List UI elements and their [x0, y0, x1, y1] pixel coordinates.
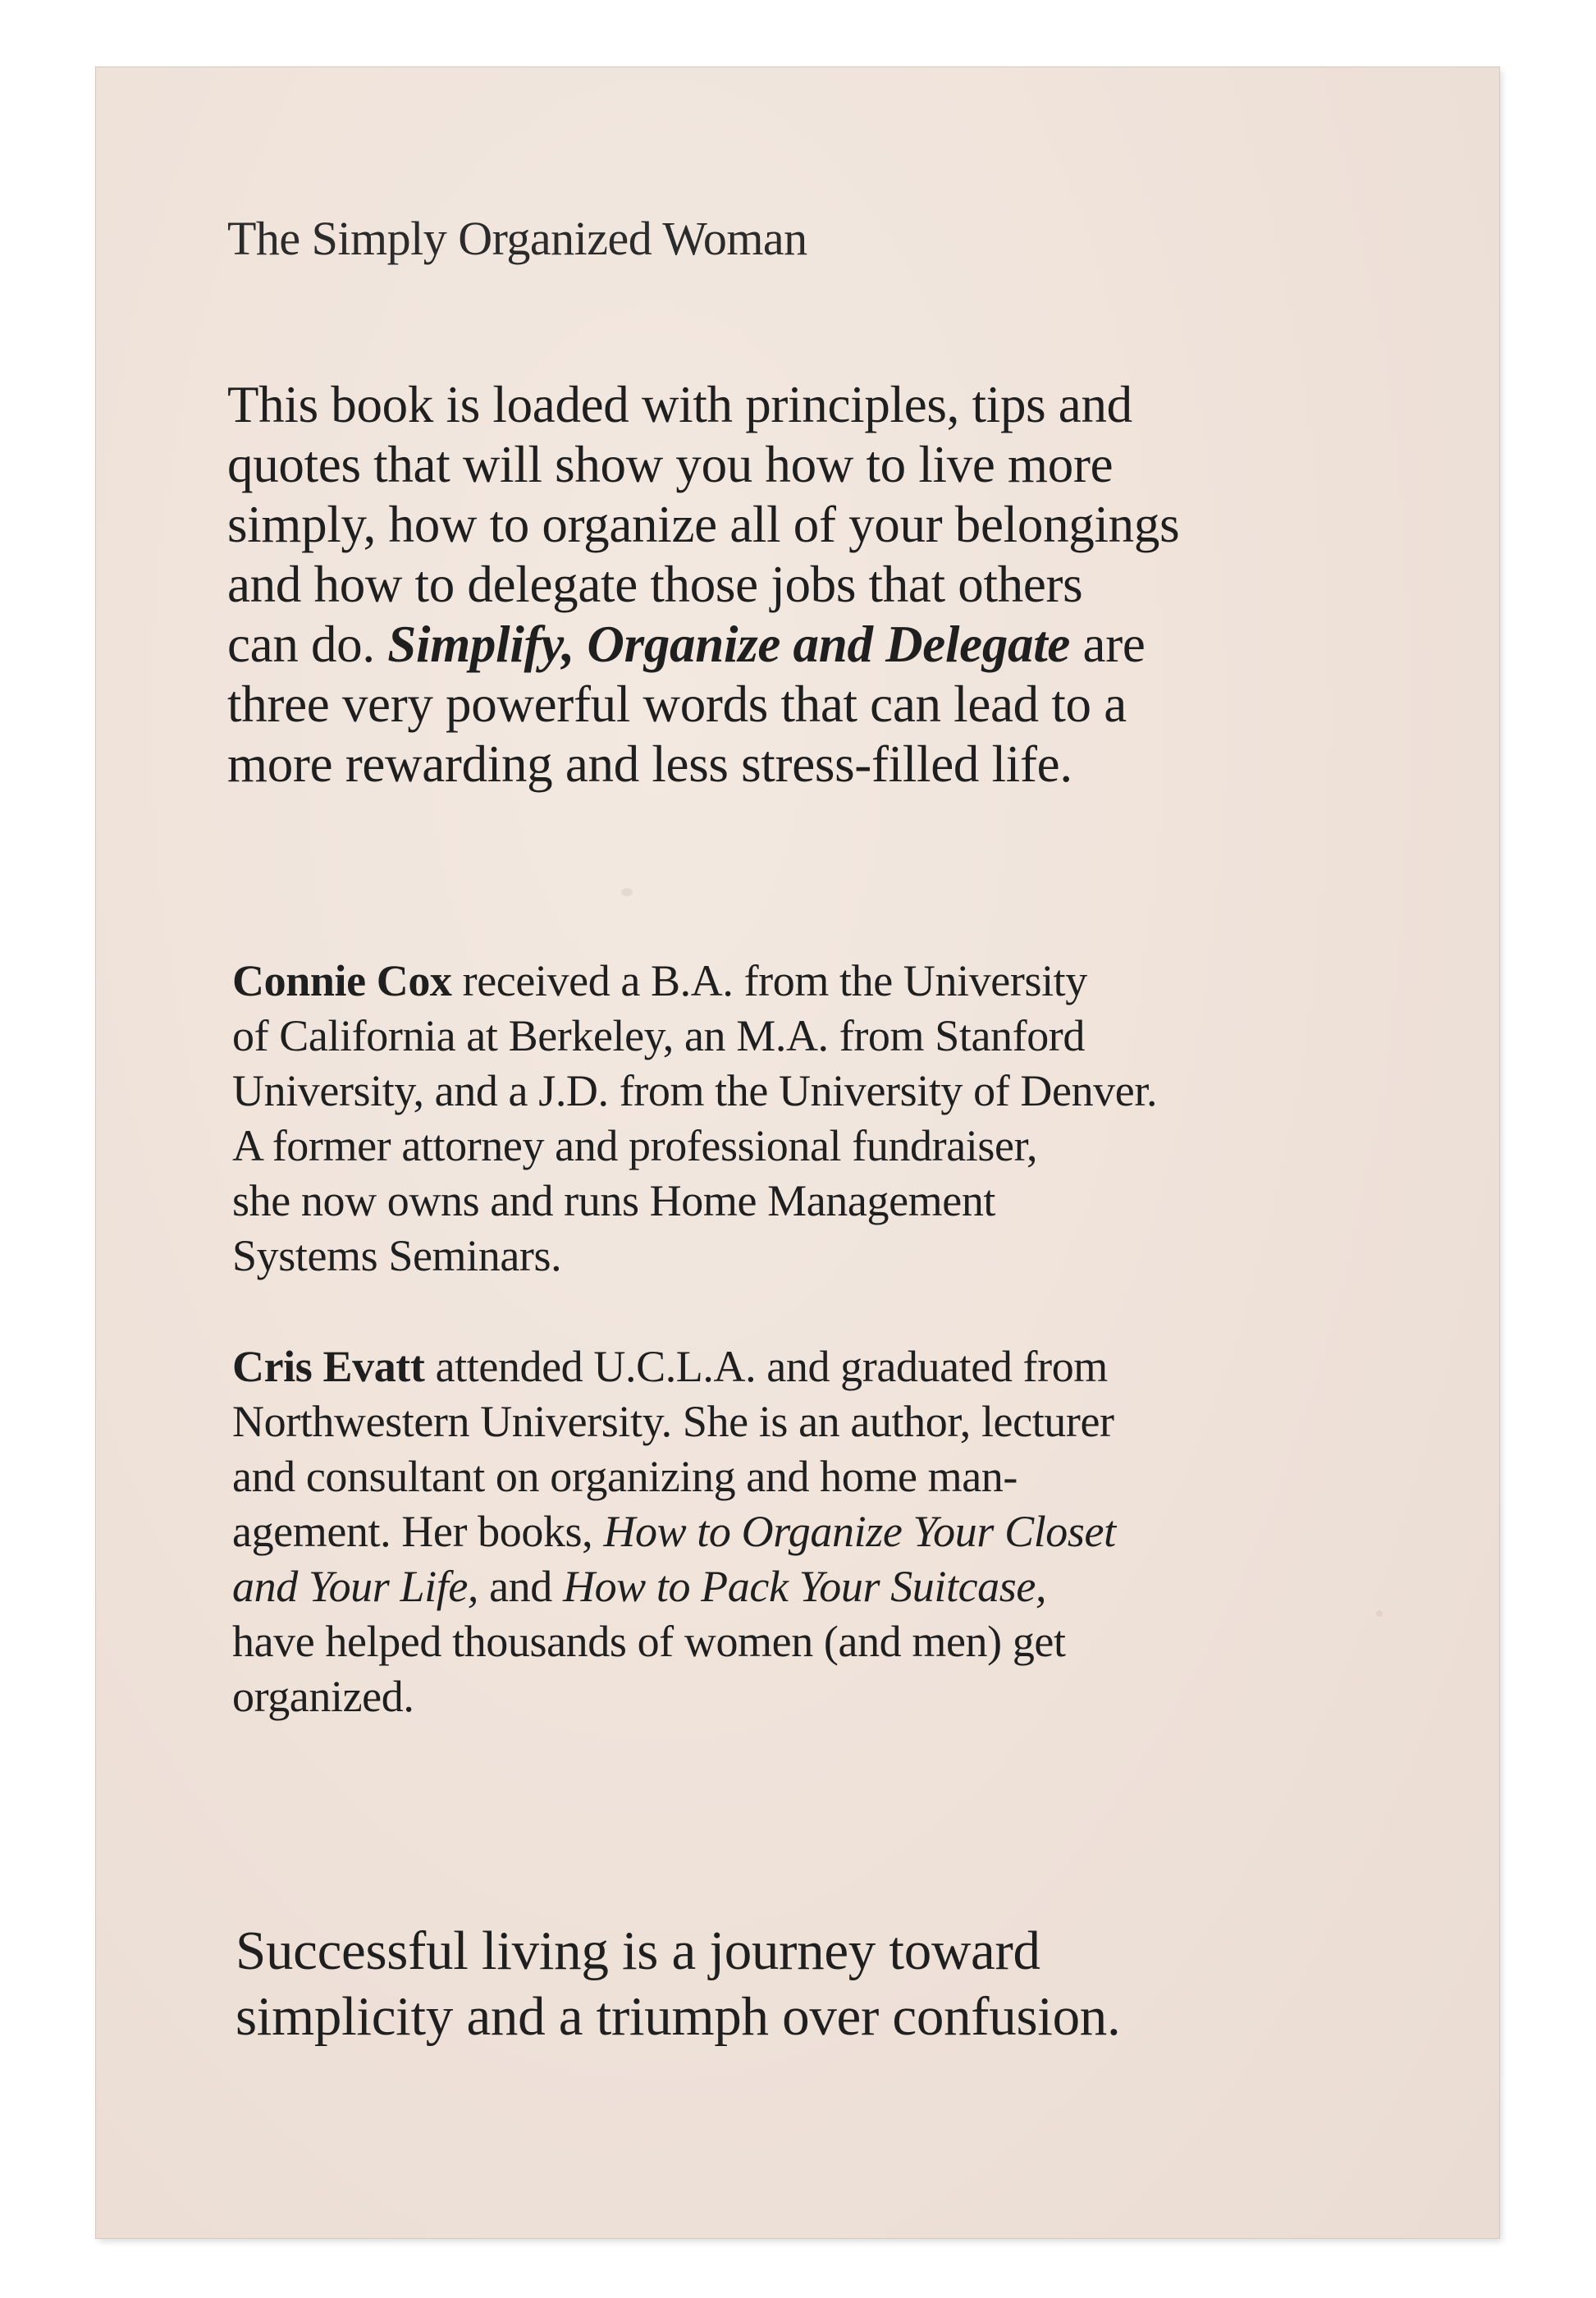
- bio-line: Systems Seminars.: [232, 1231, 562, 1280]
- bio-line: [232, 1339, 1397, 1394]
- bio-line: [232, 954, 1397, 1009]
- blurb-line: three very powerful words that can lead to a: [227, 675, 1127, 733]
- bio-line: University, and a J.D. from the University of Denver.: [232, 1066, 1158, 1115]
- author-bio-cris-evatt: [232, 1339, 1397, 1724]
- bio-line: A former attorney and professional fundraiser,: [232, 1121, 1038, 1170]
- bio-text: and: [478, 1562, 563, 1611]
- bio-line: [232, 1504, 1397, 1559]
- book-title: How to Pack Your Suitcase,: [562, 1562, 1047, 1611]
- blurb-line: This book is loaded with principles, tips and: [227, 376, 1132, 433]
- blurb-emphasis: Simplify, Organize and Delegate: [387, 616, 1071, 673]
- author-name: Cris Evatt: [232, 1342, 425, 1391]
- author-name: Connie Cox: [232, 956, 452, 1005]
- bio-line: she now owns and runs Home Management: [232, 1176, 996, 1225]
- bio-line: [232, 1559, 1397, 1614]
- bio-line: and consultant on organizing and home man-: [232, 1452, 1018, 1501]
- series-title: The Simply Organized Woman: [227, 212, 807, 265]
- back-cover: [96, 67, 1499, 2238]
- book-title: How to Organize Your Closet: [603, 1507, 1116, 1556]
- blurb-line: more rewarding and less stress-filled life.: [227, 735, 1072, 793]
- blurb-line: and how to delegate those jobs that others: [227, 556, 1083, 613]
- author-bio-connie-cox: [232, 954, 1397, 1284]
- book-blurb: [227, 375, 1392, 794]
- scuff-mark: [621, 888, 633, 896]
- bio-line: of California at Berkeley, an M.A. from Stanford: [232, 1011, 1085, 1060]
- bio-text: received a B.A. from the University: [451, 956, 1087, 1005]
- tagline-line: simplicity and a triumph over confusion.: [236, 1986, 1121, 2047]
- blurb-text: can do.: [227, 616, 388, 673]
- bio-line: have helped thousands of women (and men) get: [232, 1617, 1066, 1666]
- bio-text: attended U.C.L.A. and graduated from: [424, 1342, 1108, 1391]
- blurb-line: simply, how to organize all of your belongings: [227, 496, 1180, 553]
- bio-line: Northwestern University. She is an author, lecturer: [232, 1397, 1114, 1446]
- tagline-line: Successful living is a journey toward: [236, 1920, 1040, 1981]
- blurb-text: are: [1070, 616, 1146, 673]
- book-title: and Your Life,: [232, 1562, 478, 1611]
- blurb-line: quotes that will show you how to live more: [227, 436, 1114, 493]
- bio-text: agement. Her books,: [232, 1507, 604, 1556]
- bio-line: organized.: [232, 1672, 414, 1721]
- blurb-line: [227, 615, 1392, 675]
- tagline-quote: [236, 1918, 1450, 2049]
